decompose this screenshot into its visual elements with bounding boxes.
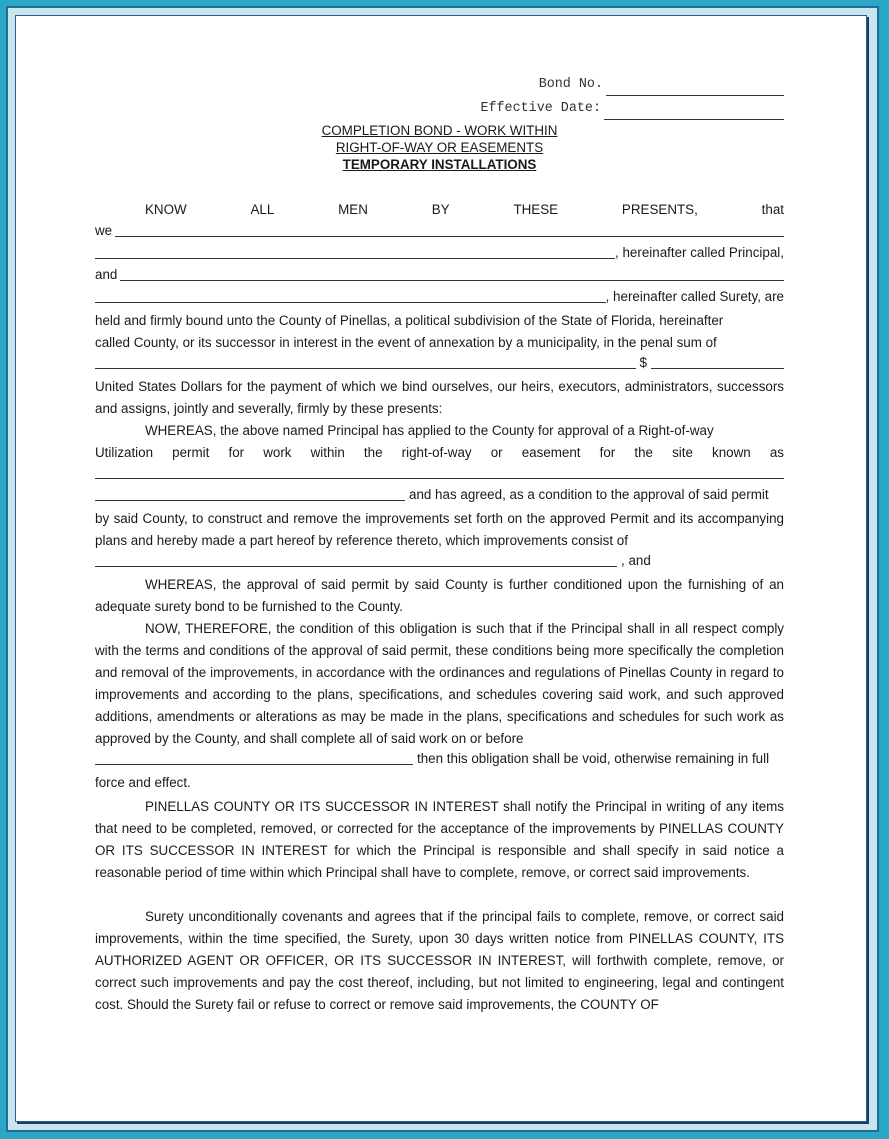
- word: the: [634, 445, 653, 460]
- word: or: [490, 445, 503, 460]
- improvements-field[interactable]: [95, 555, 617, 567]
- word: for: [228, 445, 245, 460]
- word: as: [769, 445, 784, 460]
- completion-date-field[interactable]: [95, 753, 413, 765]
- bond-no-field[interactable]: [606, 81, 784, 96]
- penal-sum-amount-field[interactable]: [651, 357, 784, 369]
- p3-line-2: [95, 442, 784, 464]
- word: known: [712, 445, 751, 460]
- paragraph-2: United States Dollars for the payment of which we bind ourselves, our heirs, executors, administrators, successors and assigns, jointly and severally, firmly by these presents:: [95, 379, 784, 416]
- paragraph-4: WHEREAS, the approval of said permit by said County is further conditioned upon the furnishing of an adequate surety bond to be furnished to the County.: [95, 577, 784, 614]
- word: Utilization: [95, 445, 154, 460]
- site-field-2[interactable]: [95, 489, 405, 501]
- surety-name-field[interactable]: [120, 269, 784, 281]
- we-row: [95, 220, 784, 242]
- surety-row: [95, 286, 784, 308]
- p5-suffix: then this obligation shall be void, otherwise remaining in full: [417, 751, 770, 766]
- and-row: [95, 264, 784, 286]
- word: MEN: [338, 202, 368, 217]
- title-line-1: COMPLETION BOND - WORK WITHIN: [321, 123, 558, 138]
- title-line-2: RIGHT-OF-WAY OR EASEMENTS: [335, 140, 544, 155]
- effective-date-field[interactable]: [604, 105, 784, 120]
- penal-sum-words-field[interactable]: [95, 357, 636, 369]
- word: KNOW: [145, 202, 187, 217]
- p1-line-2: called County, or its successor in interest in the event of annexation by a municipality, in the penal sum of: [95, 335, 717, 350]
- we-label: we: [95, 223, 113, 238]
- bond-no-label: Bond No.: [538, 77, 603, 92]
- word: easement: [521, 445, 581, 460]
- site-blank-row: [95, 462, 784, 484]
- title-line-3: TEMPORARY INSTALLATIONS: [342, 157, 537, 172]
- word: ALL: [250, 202, 275, 217]
- word: THESE: [513, 202, 559, 217]
- dollar-sign: $: [639, 355, 647, 370]
- word: permit: [172, 445, 210, 460]
- surety-address-field[interactable]: [95, 291, 606, 303]
- improvements-row: [95, 550, 784, 572]
- word: site: [672, 445, 693, 460]
- surety-suffix: , hereinafter called Surety, are: [605, 289, 784, 304]
- principal-address-field[interactable]: [95, 247, 615, 259]
- document-page: [15, 15, 867, 1122]
- p5-end: force and effect.: [95, 775, 191, 790]
- principal-suffix: , hereinafter called Principal,: [615, 245, 784, 260]
- penal-sum-row: [95, 352, 784, 374]
- word: within: [310, 445, 345, 460]
- word: the: [363, 445, 383, 460]
- word: that: [761, 202, 784, 217]
- know-all-men-line: [95, 199, 784, 221]
- word: work: [263, 445, 292, 460]
- p1-line-1: held and firmly bound unto the County of Pinellas, a political subdivision of the State of Florida, hereinafter: [95, 313, 724, 328]
- principal-row: [95, 242, 784, 264]
- and-suffix: , and: [621, 553, 651, 568]
- word: PRESENTS,: [621, 202, 698, 217]
- p3-line-1: WHEREAS, the above named Principal has applied to the County for approval of a Right-of-way: [145, 423, 714, 438]
- effective-date-row: [480, 98, 784, 120]
- word: for: [599, 445, 616, 460]
- p3-continuation: by said County, to construct and remove the improvements set forth on the approved Permit and its accompanying plans and hereby made a part hereof by reference thereto, which improvements consist of: [95, 511, 784, 548]
- word: BY: [431, 202, 450, 217]
- effective-date-label: Effective Date:: [480, 101, 601, 116]
- site-field[interactable]: [95, 467, 784, 479]
- paragraph-5: NOW, THEREFORE, the condition of this obligation is such that if the Principal shall in all respect comply with the terms and conditions of the approval of said permit, these conditions being more specifically the completion and removal of the improvements, in accordance with the ordinances and regulations of Pinellas County in regard to improvements and according to the plans, specifications, and schedules covering said work, and such approved additions, amendments or alterations as may be made in the plans, specifications and schedules for such work as approved by the County, and shall complete all of said work on or before: [95, 621, 784, 746]
- completion-date-row: [95, 748, 784, 770]
- paragraph-7: Surety unconditionally covenants and agrees that if the principal fails to complete, remove, or correct said improvements, within the time specified, the Surety, upon 30 days written notice from PINELLAS COUNTY, ITS AUTHORIZED AGENT OR OFFICER, OR ITS SUCCESSOR IN INTEREST, will forthwith complete, remove, or correct such improvements and pay the cost thereof, including, but not limited to engineering, legal and contingent cost. Should the Surety fail or refuse to correct or remove said improvements, the COUNTY OF: [95, 909, 784, 1012]
- p3-agreed-row: [95, 484, 784, 506]
- principal-name-field[interactable]: [115, 225, 784, 237]
- p3-suffix: and has agreed, as a condition to the approval of said permit: [409, 487, 769, 502]
- and-label: and: [95, 267, 118, 282]
- bond-no-row: [539, 74, 784, 96]
- paragraph-6: PINELLAS COUNTY OR ITS SUCCESSOR IN INTEREST shall notify the Principal in writing of any items that need to be completed, removed, or corrected for the acceptance of the improvements by PINELLAS COUNTY OR ITS SUCCESSOR IN INTEREST for which the Principal is responsible and shall specify in said notice a reasonable period of time within which Principal shall have to complete, remove, or correct said improvements.: [95, 799, 784, 880]
- word: right-of-way: [401, 445, 472, 460]
